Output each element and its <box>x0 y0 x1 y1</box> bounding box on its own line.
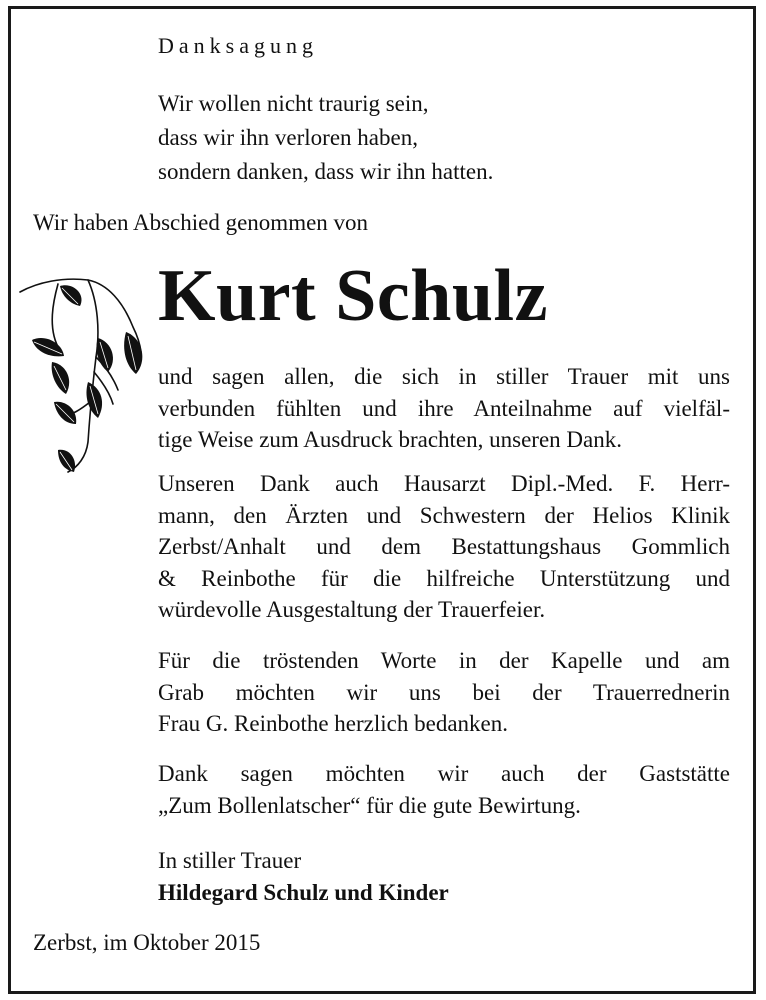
paragraph-line: tige Weise zum Ausdruck brachten, unseren Dank. <box>158 427 622 452</box>
paragraph-line: Zerbst/Anhalt und dem Bestattungshaus Gommlich <box>158 534 730 559</box>
paragraph-line: Für die tröstenden Worte in der Kapelle und am <box>158 648 730 673</box>
thanks-paragraph <box>158 758 730 821</box>
paragraph-line: mann, den Ärzten und Schwestern der Helios Klinik <box>158 502 730 528</box>
paragraph-line: und sagen allen, die sich in stiller Trauer mit uns <box>158 364 730 389</box>
paragraph-line: verbunden fühlten und ihre Anteilnahme auf vielfäl- <box>158 395 730 421</box>
paragraph-line: & Reinbothe für die hilfreiche Unterstützung und <box>158 565 730 591</box>
farewell-intro: Wir haben Abschied genommen von <box>33 210 369 235</box>
thanks-paragraph <box>158 361 730 456</box>
signoff <box>158 845 449 909</box>
birch-branch-icon <box>18 272 158 482</box>
place-date: Zerbst, im Oktober 2015 <box>33 930 261 955</box>
paragraph-line: Grab möchten wir uns bei der Trauerrednerin <box>158 679 730 705</box>
paragraph-line: „Zum Bollenlatscher“ für die gute Bewirtung. <box>158 792 581 818</box>
verse <box>158 87 493 189</box>
paragraph-line: würdevolle Ausgestaltung der Trauerfeier. <box>158 597 546 622</box>
deceased-name: Kurt Schulz <box>158 255 548 337</box>
signoff-names: Hildegard Schulz und Kinder <box>158 880 449 905</box>
verse-line: sondern danken, dass wir ihn hatten. <box>158 159 494 184</box>
verse-line: Wir wollen nicht traurig sein, <box>158 91 429 116</box>
paragraph-line: Dank sagen möchten wir auch der Gaststätte <box>158 761 730 786</box>
paragraph-line: Frau G. Reinbothe herzlich bedanken. <box>158 711 508 736</box>
thanks-paragraph <box>158 645 730 740</box>
thanks-paragraph <box>158 468 730 626</box>
verse-line: dass wir ihn verloren haben, <box>158 125 418 150</box>
notice-heading: Danksagung <box>158 33 318 58</box>
signoff-line: In stiller Trauer <box>158 848 302 873</box>
paragraph-line: Unseren Dank auch Hausarzt Dipl.-Med. F. Herr- <box>158 471 730 496</box>
